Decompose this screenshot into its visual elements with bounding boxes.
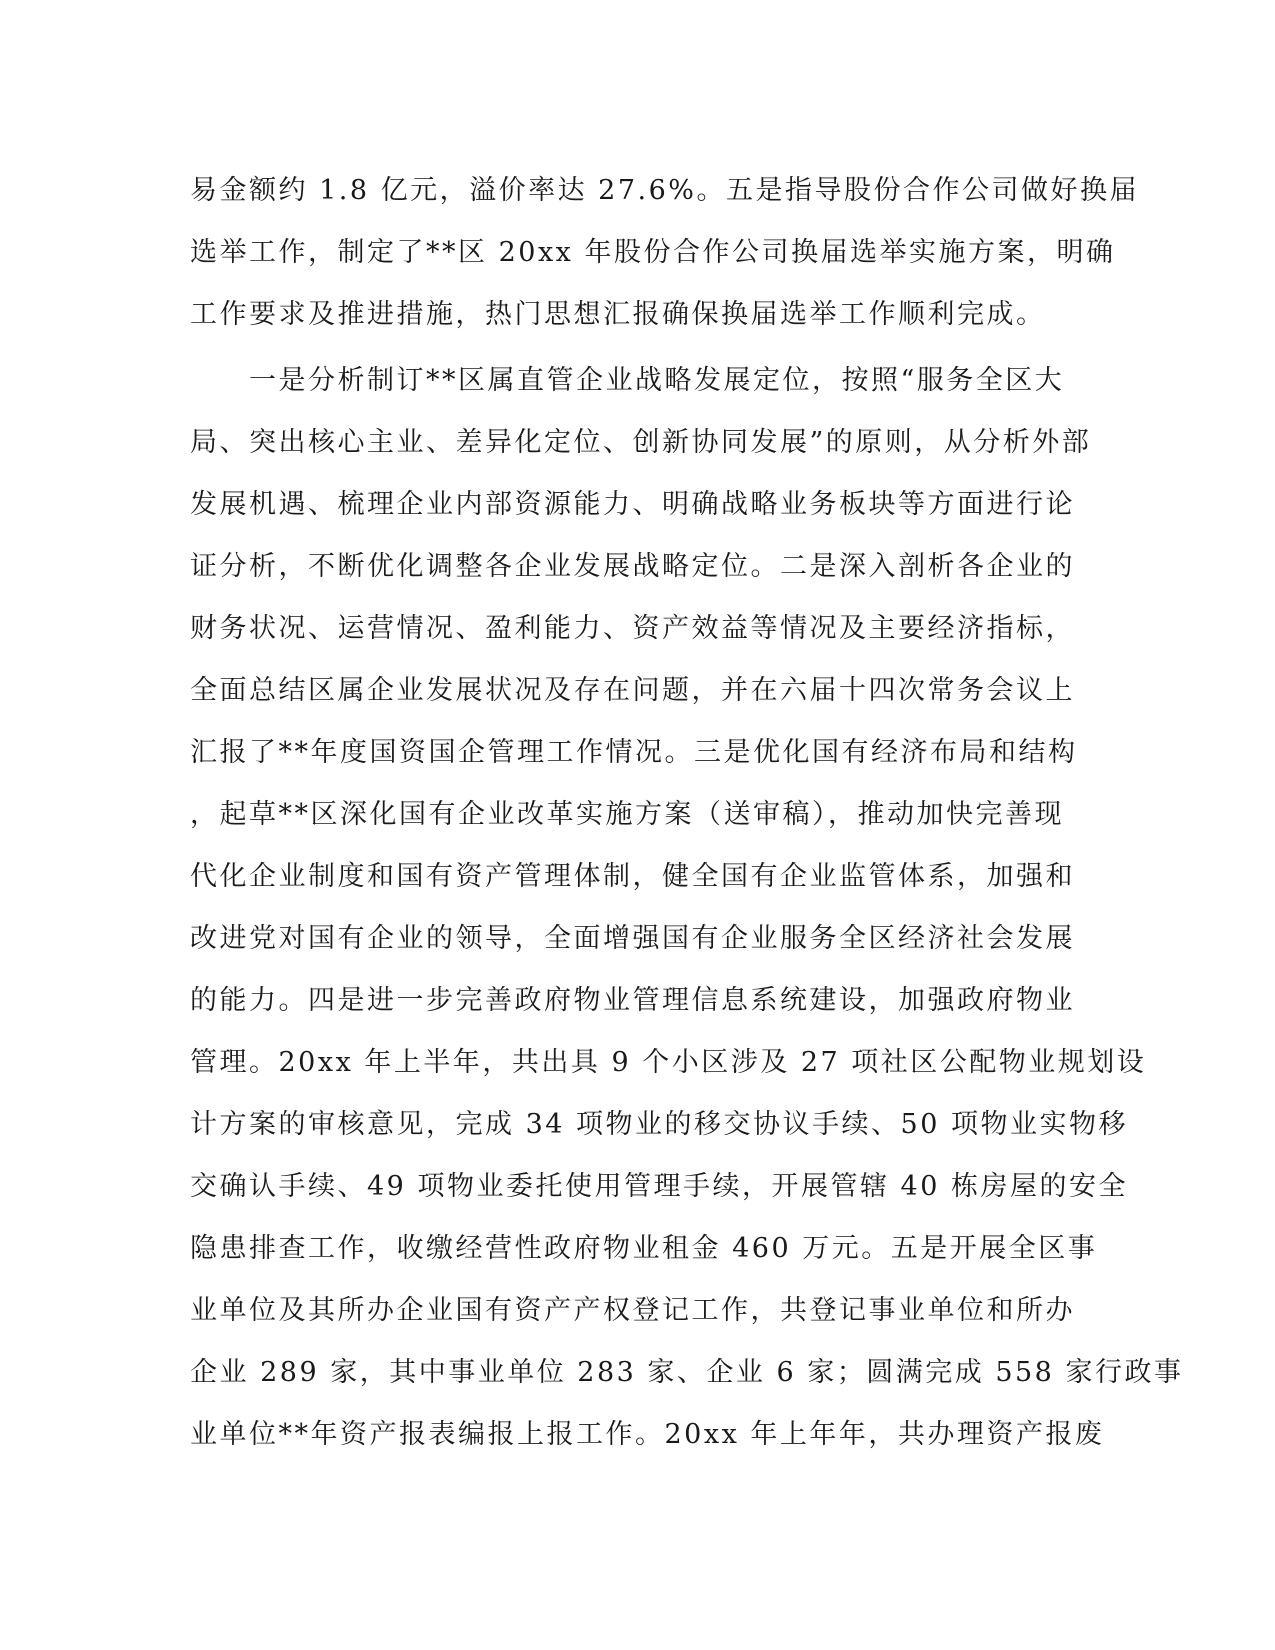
text-line: 管理。20xx 年上半年，共出具 9 个小区涉及 27 项社区公配物业规划设 <box>190 1047 1147 1078</box>
text-line: 财务状况、运营情况、盈利能力、资产效益等情况及主要经济指标， <box>190 613 1075 644</box>
text-line: 企业 289 家，其中事业单位 283 家、企业 6 家；圆满完成 558 家行政事 <box>190 1357 1184 1388</box>
text-line: 交确认手续、49 项物业委托使用管理手续，开展管辖 40 栋房屋的安全 <box>190 1171 1128 1202</box>
text-line: 工作要求及推进措施，热门思想汇报确保换届选举工作顺利完成。 <box>190 299 1046 330</box>
paragraph-2 <box>190 350 1184 1466</box>
text-line: 一是分析制订**区属直管企业战略发展定位，按照“服务全区大 <box>190 365 1065 396</box>
text-line: 汇报了**年度国资国企管理工作情况。三是优化国有经济布局和结构 <box>190 737 1078 768</box>
text-line: 选举工作，制定了**区 20xx 年股份合作公司换届选举实施方案，明确 <box>190 237 1116 268</box>
text-line: 证分析，不断优化调整各企业发展战略定位。二是深入剖析各企业的 <box>190 551 1075 582</box>
text-line: ，起草**区深化国有企业改革实施方案（送审稿），推动加快完善现 <box>190 799 1064 830</box>
text-line: 业单位及其所办企业国有资产产权登记工作，共登记事业单位和所办 <box>190 1295 1075 1326</box>
text-line: 业单位**年资产报表编报上报工作。20xx 年上年年，共办理资产报废 <box>190 1419 1105 1450</box>
text-line: 改进党对国有企业的领导，全面增强国有企业服务全区经济社会发展 <box>190 923 1075 954</box>
text-line: 代化企业制度和国有资产管理体制，健全国有企业监管体系，加强和 <box>190 861 1075 892</box>
document-body <box>190 160 1184 1466</box>
text-line: 易金额约 1.8 亿元，溢价率达 27.6%。五是指导股份合作公司做好换届 <box>190 175 1139 206</box>
paragraph-1 <box>190 160 1139 346</box>
text-line: 的能力。四是进一步完善政府物业管理信息系统建设，加强政府物业 <box>190 985 1075 1016</box>
text-line: 计方案的审核意见，完成 34 项物业的移交协议手续、50 项物业实物移 <box>190 1109 1128 1140</box>
text-line: 局、突出核心主业、差异化定位、创新协同发展”的原则，从分析外部 <box>190 427 1092 458</box>
text-line: 发展机遇、梳理企业内部资源能力、明确战略业务板块等方面进行论 <box>190 489 1075 520</box>
text-line: 全面总结区属企业发展状况及存在问题，并在六届十四次常务会议上 <box>190 675 1075 706</box>
text-line: 隐患排查工作，收缴经营性政府物业租金 460 万元。五是开展全区事 <box>190 1233 1098 1264</box>
